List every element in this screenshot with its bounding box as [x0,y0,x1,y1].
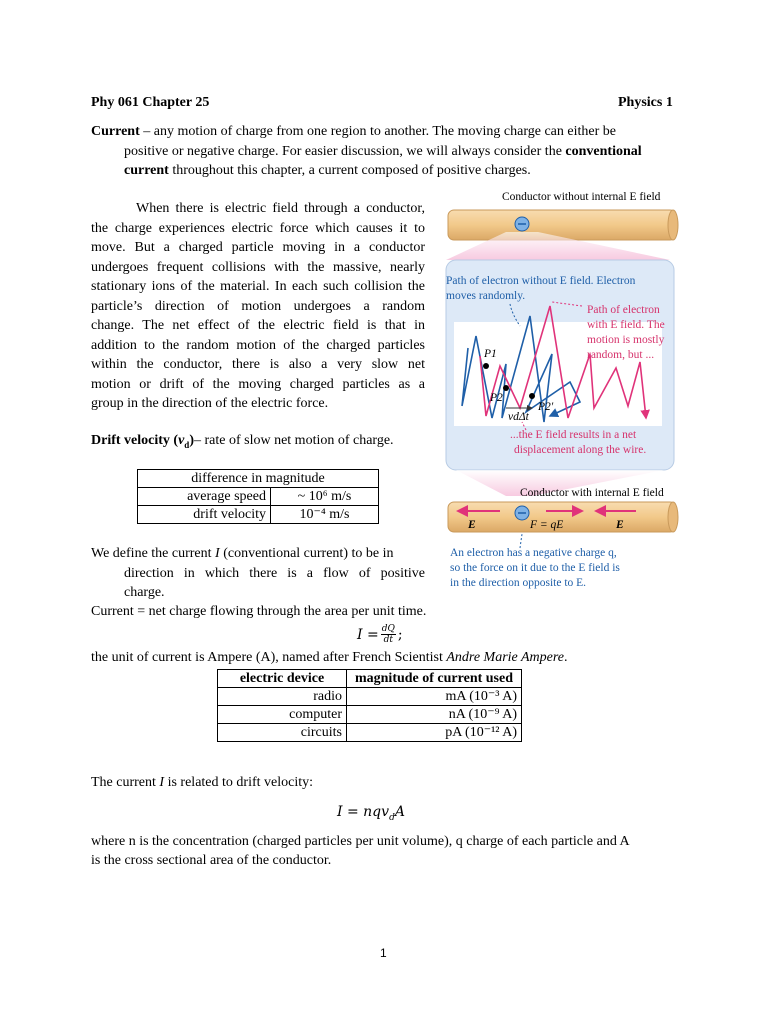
figure-red-note-4: random, but ... [587,349,655,361]
table2-header: magnitude of current used [347,670,522,688]
force-label: F = qE [530,519,564,531]
figure-red-note-1: Path of electron [587,304,660,316]
figure-blue-note-2: moves randomly. [446,290,526,302]
figure-red-bottom-1: ...the E field results in a net [510,429,637,441]
chapter-title: Phy 061 Chapter 25 [91,95,210,110]
unit-of-current-line: the unit of current is Ampere (A), named after French Scientist Andre Marie Ampere. [91,650,568,665]
current-formula: I = $\frac{dQ}{dt}$ ; [357,624,403,645]
device-current-table [217,669,522,742]
point-p1-label: P1 [484,348,497,360]
speed-comparison-table [137,469,379,524]
current-term: Current [91,124,140,139]
table2-device: circuits [218,724,347,742]
current-definition-line2: positive or negative charge. For easier discussion, we will always consider the conventional [124,144,642,159]
table2-device: radio [218,688,347,706]
figure-red-note-3: motion is mostly [587,334,665,346]
table1-header: difference in magnitude [138,470,379,488]
page-number: 1 [380,946,387,960]
figure-blue-note-1: Path of electron without E field. Electron [446,275,636,287]
figure-bottom-note-3: in the direction opposite to E. [450,577,587,589]
table2-header: electric device [218,670,347,688]
where-line2: is the cross sectional area of the conductor. [91,853,332,868]
drift-velocity-definition: Drift velocity $(v_d)-$ rate of slow net motion of charge. [91,433,394,450]
table1-label: average speed [138,488,271,506]
point-p2prime-label: P2' [538,401,554,413]
where-line1: where n is the concentration (charged particles per unit volume), q charge of each particle and A [91,834,630,849]
table2-device: computer [218,706,347,724]
e-field-right-label: E [616,519,624,531]
formula2-main: I = nqv [337,804,390,820]
table1-label: drift velocity [138,506,271,524]
define-current-line3: charge. [124,585,165,600]
electron-drift-figure [440,186,680,596]
table1-value: 10⁻⁴ m/s [271,506,379,524]
course-title: Physics 1 [618,95,673,110]
figure-red-note-2: with E field. The [587,319,665,331]
table2-magnitude: pA (10⁻¹² A) [347,724,522,742]
top-conductor-rod [448,210,678,240]
conductor-paragraph: When there is electric field through a conductor, the charge experiences electric force which causes it to move. But a charged particle moving in a conductor undergoes frequent collisions with the massive, nearly stationary ions of the material. In each such collision the particle’s direction of motion undergoes a random change. The net effect of the electric field is that in addition to the random motion of the charged particles within the conductor, there is also a very slow net motion or drift of the moving charged particles as a group in the direction of the electric force. [91,201,425,411]
define-current-line2: direction in which there is a flow of positive [124,566,425,581]
table1-value: ~ 10⁶ m/s [271,488,379,506]
define-current-line1: We define the current I (conventional current) to be in [91,546,394,561]
point-p2-label: P2 [490,392,503,404]
figure-top-label: Conductor without internal E field [502,191,661,203]
e-field-left-label: E [468,519,476,531]
figure-bottom-note-2: so the force on it due to the E field is [450,562,620,574]
drift-displacement-label: vdΔt [508,411,529,423]
table2-magnitude: mA (10⁻³ A) [347,688,522,706]
current-rate-statement: Current = net charge flowing through the area per unit time. [91,604,427,619]
table2-magnitude: nA (10⁻⁹ A) [347,706,522,724]
figure-bottom-note-1: An electron has a negative charge q, [450,547,617,559]
drift-relation-intro: The current I is related to drift velocity: [91,775,313,790]
figure-bottom-label: Conductor with internal E field [520,487,664,499]
current-definition-line3: current throughout this chapter, a current composed of positive charges. [124,163,531,178]
current-definition-line1: Current – any motion of charge from one region to another. The moving charge can either be [91,124,616,139]
drift-current-formula: I = nqv$_d$A [337,804,405,823]
figure-red-bottom-2: displacement along the wire. [514,444,647,456]
